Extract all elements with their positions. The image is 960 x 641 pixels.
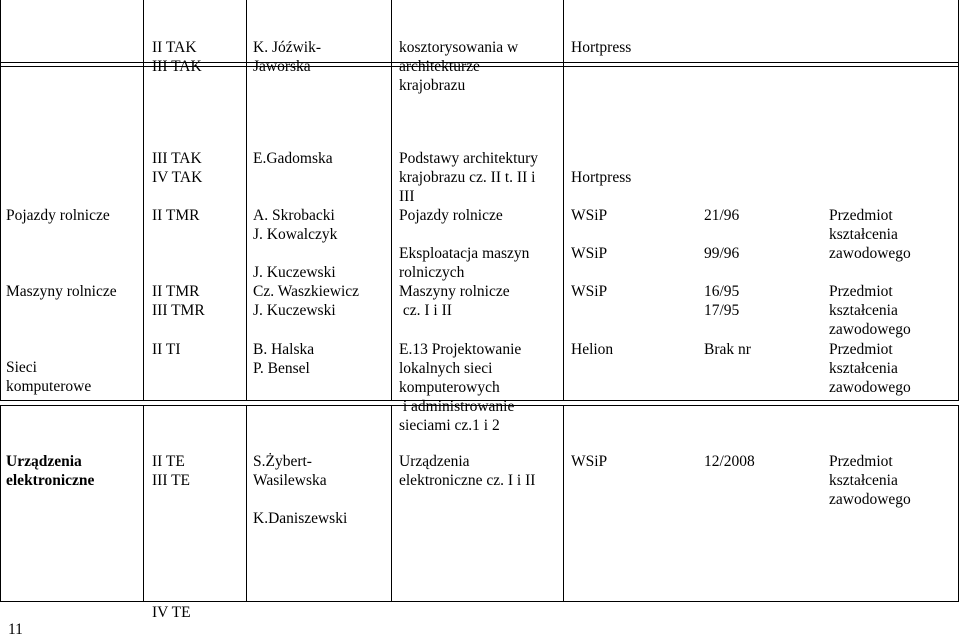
authors-cell: A. Skrobacki J. Kowalczyk J. Kuczewski: [253, 207, 338, 281]
classes-cell: II TMR III TMR: [152, 283, 205, 319]
authors-cell: B. Halska P. Bensel: [253, 341, 315, 377]
approval-number-cell: 16/95 17/95: [704, 283, 740, 319]
row-divider: [0, 601, 959, 602]
publisher-cell: Helion: [571, 341, 614, 358]
column-divider: [391, 405, 392, 601]
approval-number-cell: 12/2008: [704, 453, 755, 470]
table-border-left: [0, 405, 1, 601]
classes-cell: II TMR: [152, 207, 200, 224]
approval-number-cell: 21/96 99/96: [704, 207, 740, 262]
authors-cell: Cz. Waszkiewicz J. Kuczewski: [253, 283, 360, 319]
table-border-right: [958, 405, 959, 601]
authors-cell: E.Gadomska: [253, 150, 333, 167]
title-cell: Maszyny rolnicze cz. I i II: [399, 283, 510, 319]
notes-cell: Przedmiot kształcenia zawodowego: [829, 341, 911, 396]
classes-cell: II TI: [152, 341, 181, 358]
category-cell: Maszyny rolnicze: [6, 283, 117, 300]
title-cell: Podstawy architektury krajobrazu cz. II t. II i III: [399, 150, 539, 205]
table-border-right: [958, 0, 959, 400]
approval-number-cell: Brak nr: [704, 341, 751, 358]
category-cell: Pojazdy rolnicze: [6, 207, 110, 224]
classes-cell: IV TE: [152, 604, 191, 621]
column-divider: [143, 405, 144, 601]
classes-cell: II TAK III TAK: [152, 39, 202, 75]
publisher-cell: WSiP: [571, 453, 608, 470]
column-divider: [563, 405, 564, 601]
title-cell: Urządzenia elektroniczne cz. I i II: [399, 453, 536, 489]
title-cell: E.13 Projektowanie lokalnych sieci komputerowych i administrowanie sieciami cz.1 i 2: [399, 341, 522, 434]
publisher-cell: Hortpress: [571, 169, 632, 186]
notes-cell: Przedmiot kształcenia zawodowego: [829, 207, 911, 262]
notes-cell: Przedmiot kształcenia zawodowego: [829, 453, 911, 508]
table-border-left: [0, 0, 1, 400]
publisher-cell: WSiP WSiP: [571, 207, 608, 262]
classes-cell: III TAK IV TAK: [152, 150, 203, 186]
notes-cell: Przedmiot kształcenia zawodowego: [829, 283, 911, 338]
title-cell: Pojazdy rolnicze Eksploatacja maszyn rolniczych: [399, 207, 530, 281]
column-divider: [143, 0, 144, 400]
authors-cell: K. Jóźwik- Jaworska: [253, 39, 322, 75]
column-divider: [246, 0, 247, 400]
classes-cell: II TE III TE: [152, 453, 191, 489]
publisher-cell: WSiP: [571, 283, 608, 300]
authors-cell: S.Żybert- Wasilewska K.Daniszewski: [253, 453, 348, 527]
category-cell: Urządzenia elektroniczne: [6, 453, 95, 489]
category-cell: Sieci komputerowe: [6, 359, 92, 395]
column-divider: [246, 405, 247, 601]
column-divider: [391, 0, 392, 400]
publisher-cell: Hortpress: [571, 39, 632, 56]
page-number: 11: [8, 621, 23, 638]
column-divider: [563, 0, 564, 400]
title-cell: kosztorysowania w architekturze krajobrazu: [399, 39, 519, 94]
